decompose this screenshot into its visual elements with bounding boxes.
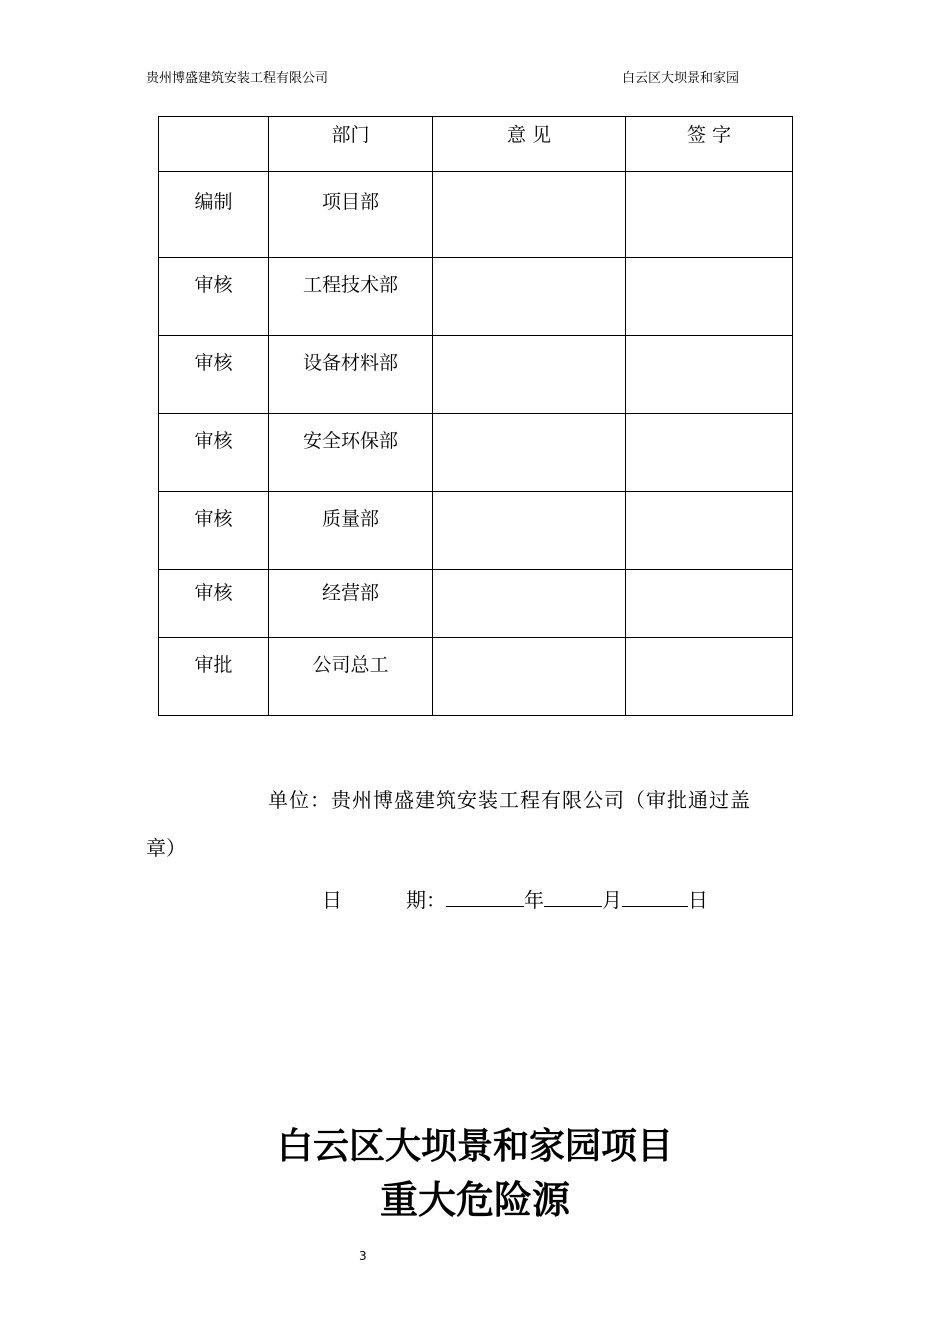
date-line: [322, 884, 708, 914]
role-cell: 审核: [159, 258, 269, 336]
signature-cell[interactable]: [626, 570, 793, 638]
table-row: [159, 258, 793, 336]
opinion-cell[interactable]: [433, 570, 626, 638]
opinion-cell[interactable]: [433, 172, 626, 258]
opinion-cell[interactable]: [433, 336, 626, 414]
header-cell-role: [159, 117, 269, 172]
department-cell: 设备材料部: [269, 336, 433, 414]
role-cell: 编制: [159, 172, 269, 258]
page-number: 3: [359, 1249, 367, 1263]
table-row: [159, 492, 793, 570]
department-cell: 质量部: [269, 492, 433, 570]
approval-table: [158, 116, 793, 716]
date-label-day: 日: [322, 888, 342, 912]
table-row: [159, 570, 793, 638]
header-company: 贵州博盛建筑安装工程有限公司: [146, 71, 329, 86]
table-row: [159, 638, 793, 716]
table-row: [159, 336, 793, 414]
opinion-cell[interactable]: [433, 414, 626, 492]
project-title: 白云区大坝景和家园项目: [276, 1126, 673, 1167]
signature-cell[interactable]: [626, 336, 793, 414]
unit-statement: 单位：贵州博盛建筑安装工程有限公司（审批通过盖: [268, 788, 751, 812]
role-cell: 审批: [159, 638, 269, 716]
header-cell-department: 部门: [269, 117, 433, 172]
year-label: 年: [524, 888, 544, 912]
day-label: 日: [688, 888, 708, 912]
department-cell: 公司总工: [269, 638, 433, 716]
header-cell-signature: 签 字: [626, 117, 793, 172]
header-project: 白云区大坝景和家园: [622, 71, 740, 86]
header-cell-opinion: 意 见: [433, 117, 626, 172]
signature-cell[interactable]: [626, 258, 793, 336]
day-blank[interactable]: [622, 884, 688, 907]
year-blank[interactable]: [446, 884, 524, 907]
department-cell: 经营部: [269, 570, 433, 638]
signature-cell[interactable]: [626, 492, 793, 570]
signature-cell[interactable]: [626, 638, 793, 716]
month-blank[interactable]: [544, 884, 602, 907]
month-label: 月: [602, 888, 622, 912]
department-cell: 工程技术部: [269, 258, 433, 336]
department-cell: 安全环保部: [269, 414, 433, 492]
signature-cell[interactable]: [626, 414, 793, 492]
unit-statement-continued: 章）: [146, 836, 186, 860]
role-cell: 审核: [159, 336, 269, 414]
role-cell: 审核: [159, 414, 269, 492]
table-header-row: [159, 117, 793, 172]
date-label-period: 期：: [406, 888, 446, 912]
signature-cell[interactable]: [626, 172, 793, 258]
opinion-cell[interactable]: [433, 492, 626, 570]
department-cell: 项目部: [269, 172, 433, 258]
role-cell: 审核: [159, 492, 269, 570]
role-cell: 审核: [159, 570, 269, 638]
opinion-cell[interactable]: [433, 638, 626, 716]
table-row: [159, 172, 793, 258]
opinion-cell[interactable]: [433, 258, 626, 336]
table-row: [159, 414, 793, 492]
document-title: 重大危险源: [379, 1178, 570, 1222]
